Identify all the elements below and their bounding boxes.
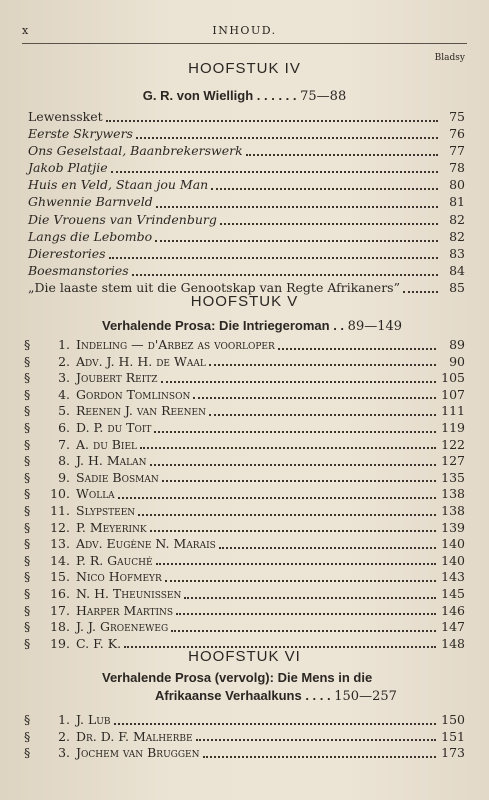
entry-number: 2.: [58, 353, 70, 369]
section-mark: §: [24, 370, 31, 386]
section-mark: §: [24, 745, 31, 761]
entry-label: C. F. K.: [76, 635, 122, 651]
entry-label: J. Lub: [76, 712, 111, 727]
entry-number: 3.: [58, 745, 70, 761]
chapter-4-section: [22, 88, 467, 104]
entry-label: Gordon Tomlinson: [76, 386, 191, 402]
entry-page: 80: [449, 177, 465, 193]
section-mark: §: [24, 502, 31, 518]
toc-entry: [28, 143, 465, 160]
entry-label: Boesmanstories: [28, 262, 129, 278]
section-mark: §: [24, 386, 31, 402]
entry-label: P. R. Gauché: [76, 552, 153, 568]
entry-page: 77: [449, 143, 465, 159]
entry-page: 127: [441, 453, 465, 469]
entry-label: Lewenssket: [28, 109, 103, 124]
entry-number: 10.: [50, 486, 70, 502]
entry-label: Harper Martins: [76, 602, 174, 618]
entry-number: 1.: [58, 712, 70, 727]
chapter-6-heading: HOOFSTUK VI: [188, 648, 301, 665]
entry-page: 76: [449, 126, 465, 142]
toc-entry: [24, 486, 465, 503]
toc-entry: [24, 729, 465, 746]
section-mark: §: [24, 712, 31, 727]
dot-leader: [219, 547, 436, 549]
entry-number: 11.: [50, 502, 70, 518]
entry-page: 173: [441, 745, 465, 761]
entry-page: 85: [449, 279, 465, 295]
section-mark: §: [24, 436, 31, 452]
dot-leader: [114, 723, 437, 725]
dot-leader: [136, 137, 438, 139]
entry-number: 3.: [58, 370, 70, 386]
entry-number: 19.: [50, 635, 70, 651]
entry-page: 84: [449, 262, 465, 278]
entry-number: 15.: [50, 569, 70, 585]
dot-leader: [184, 597, 436, 599]
section-mark: §: [24, 519, 31, 535]
dot-leader: [209, 414, 436, 416]
dot-leader: [111, 171, 438, 173]
entry-label: A. du Biel: [76, 436, 138, 452]
entry-page: 122: [441, 436, 465, 452]
entry-page: 146: [441, 602, 465, 618]
toc-entry: [24, 520, 465, 537]
dot-leader: [138, 514, 436, 516]
dot-leader: [109, 257, 438, 259]
entry-label: Die Vrouens van Vrindenburg: [28, 211, 217, 227]
entry-number: 5.: [58, 403, 70, 419]
toc-entry: [28, 177, 465, 194]
entry-page: 138: [441, 486, 465, 502]
entry-page: 140: [441, 552, 465, 568]
toc-entry: [28, 263, 465, 280]
dot-leader: [150, 464, 437, 466]
toc-entry: [24, 420, 465, 437]
section-mark: §: [24, 602, 31, 618]
entry-label: Jochem van Bruggen: [76, 745, 200, 761]
toc-entry: [24, 586, 465, 603]
section-mark: §: [24, 552, 31, 568]
entry-label: Huis en Veld, Staan jou Man: [28, 177, 209, 193]
toc-entry: [24, 603, 465, 620]
entry-label: Ons Geselstaal, Baanbrekerswerk: [28, 143, 243, 159]
section-mark: §: [24, 728, 31, 744]
dot-leader: [150, 530, 436, 532]
page-number: x: [22, 24, 30, 37]
chapter-4-entries: [28, 109, 465, 297]
entry-number: 1.: [58, 337, 70, 352]
entry-page: 147: [441, 619, 465, 635]
toc-entry: [24, 745, 465, 762]
entry-label: Eerste Skrywers: [28, 126, 133, 142]
dot-leader: [176, 613, 436, 615]
section-dots: . . . .: [305, 688, 331, 703]
entry-number: 7.: [58, 436, 70, 452]
section-dots: . . . . . .: [256, 88, 297, 103]
entry-page: 89: [449, 337, 465, 352]
toc-entry: [28, 126, 465, 143]
toc-entry: [28, 109, 465, 126]
chapter-6-section-line1: Verhalende Prosa (vervolg): Die Mens in die: [102, 670, 373, 685]
entry-number: 8.: [58, 453, 70, 469]
entry-page: 135: [441, 469, 465, 485]
dot-leader: [140, 447, 436, 449]
dot-leader: [156, 206, 438, 208]
entry-page: 83: [449, 245, 465, 261]
entry-label: Dierestories: [28, 245, 106, 261]
dot-leader: [155, 240, 438, 242]
section-mark: §: [24, 453, 31, 469]
entry-label: Reenen J. van Reenen: [76, 403, 206, 419]
dot-leader: [211, 188, 438, 190]
entry-page: 81: [449, 194, 465, 210]
entry-number: 12.: [50, 519, 70, 535]
entry-page: 78: [449, 160, 465, 176]
entry-label: N. H. Theunissen: [76, 585, 182, 601]
dot-leader: [193, 397, 436, 399]
section-pages: 89—149: [347, 319, 403, 334]
chapter-6-entries: [24, 712, 465, 762]
dot-leader: [162, 480, 436, 482]
section-mark: §: [24, 419, 31, 435]
toc-entry: [24, 712, 465, 729]
section-pages: 150—257: [334, 689, 397, 704]
entry-page: 105: [441, 370, 465, 386]
toc-entry: [28, 229, 465, 246]
entry-label: P. Meyerink: [76, 519, 147, 535]
toc-entry: [24, 569, 465, 586]
section-mark: §: [24, 619, 31, 635]
entry-label: Nico Hofmeyr: [76, 569, 162, 585]
toc-entry: [24, 619, 465, 636]
chapter-5-heading: HOOFSTUK V: [190, 293, 299, 310]
dot-leader: [154, 431, 436, 433]
toc-entry: [24, 470, 465, 487]
toc-entry: [24, 536, 465, 553]
entry-label: J. H. Malan: [76, 453, 147, 469]
toc-entry: [24, 453, 465, 470]
entry-label: Dr. D. F. Malherbe: [76, 728, 193, 744]
toc-entry: [24, 354, 465, 371]
section-mark: §: [24, 585, 31, 601]
entry-page: 150: [441, 712, 465, 727]
running-head: [22, 24, 467, 42]
entry-number: 13.: [50, 536, 70, 552]
entry-page: 143: [441, 569, 465, 585]
entry-label: Slypsteen: [76, 502, 136, 518]
section-mark: §: [24, 469, 31, 485]
entry-page: 119: [441, 419, 465, 435]
toc-entry: [28, 246, 465, 263]
dot-leader: [246, 154, 438, 156]
dot-leader: [278, 348, 436, 350]
entry-label: Joubert Reitz: [76, 370, 158, 386]
section-mark: §: [24, 353, 31, 369]
entry-label: Adv. J. H. H. de Waal: [76, 353, 206, 369]
entry-page: 107: [441, 386, 465, 402]
chapter-4-heading: HOOFSTUK IV: [188, 60, 301, 77]
header-rule: [22, 43, 467, 44]
entry-number: 9.: [58, 469, 70, 485]
dot-leader: [161, 381, 436, 383]
dot-leader: [132, 274, 438, 276]
entry-page: 75: [449, 109, 465, 124]
section-mark: §: [24, 486, 31, 502]
toc-entry: [24, 553, 465, 570]
toc-entry: [28, 194, 465, 211]
section-mark: §: [24, 403, 31, 419]
entry-page: 138: [441, 502, 465, 518]
chapter-6-section-line2: [22, 688, 467, 704]
entry-label: Ghwennie Barnveld: [28, 194, 153, 210]
entry-label: D. P. du Toit: [76, 419, 152, 435]
entry-label: J. J. Groeneweg: [76, 619, 169, 635]
entry-number: 2.: [58, 728, 70, 744]
entry-label: Sadie Bosman: [76, 469, 159, 485]
section-pages: 75—88: [300, 89, 347, 104]
entry-label: Adv. Eugène N. Marais: [76, 536, 216, 552]
entry-number: 16.: [50, 585, 70, 601]
dot-leader: [196, 739, 436, 741]
toc-entry: [28, 212, 465, 229]
toc-entry: [24, 403, 465, 420]
entry-number: 6.: [58, 419, 70, 435]
entry-number: 17.: [50, 602, 70, 618]
toc-entry: [24, 387, 465, 404]
toc-entry: [24, 337, 465, 354]
entry-page: 148: [441, 635, 465, 651]
chapter-5-section: [22, 318, 467, 334]
toc-entry: [24, 503, 465, 520]
section-mark: §: [24, 536, 31, 552]
chapter-5-entries: [24, 337, 465, 652]
toc-entry: [28, 160, 465, 177]
section-mark: §: [24, 635, 31, 651]
entry-page: 82: [449, 228, 465, 244]
entry-number: 18.: [50, 619, 70, 635]
entry-label: Indeling — d'Arbez as voorloper: [76, 337, 275, 352]
entry-page: 90: [449, 353, 465, 369]
entry-label: Wolla: [76, 486, 115, 502]
entry-page: 140: [441, 536, 465, 552]
dot-leader: [203, 756, 437, 758]
entry-label: „Die laaste stem uit die Genootskap van Regte Afrikaners”: [28, 279, 400, 295]
dot-leader: [156, 563, 436, 565]
section-title: Afrikaanse Verhaalkuns: [155, 688, 302, 703]
section-dots: . .: [333, 318, 345, 333]
dot-leader: [220, 223, 438, 225]
entry-label: Langs die Lebombo: [28, 228, 153, 244]
entry-number: 14.: [50, 552, 70, 568]
section-title: G. R. von Wielligh: [142, 88, 254, 103]
dot-leader: [209, 364, 436, 366]
entry-page: 139: [441, 519, 465, 535]
toc-entry: [24, 370, 465, 387]
entry-page: 151: [441, 728, 465, 744]
dot-leader: [106, 120, 438, 122]
dot-leader: [118, 497, 436, 499]
entry-page: 111: [441, 403, 465, 419]
entry-number: 4.: [58, 386, 70, 402]
section-mark: §: [24, 337, 31, 352]
bladsy-label: Bladsy: [434, 53, 465, 63]
section-mark: §: [24, 569, 31, 585]
entry-page: 82: [449, 211, 465, 227]
dot-leader: [165, 580, 436, 582]
entry-label: Jakob Platjie: [28, 160, 108, 176]
entry-page: 145: [441, 585, 465, 601]
section-title: Verhalende Prosa: Die Intriegeroman: [102, 318, 330, 333]
toc-entry: [24, 437, 465, 454]
running-title: INHOUD.: [212, 24, 277, 37]
dot-leader: [171, 630, 436, 632]
